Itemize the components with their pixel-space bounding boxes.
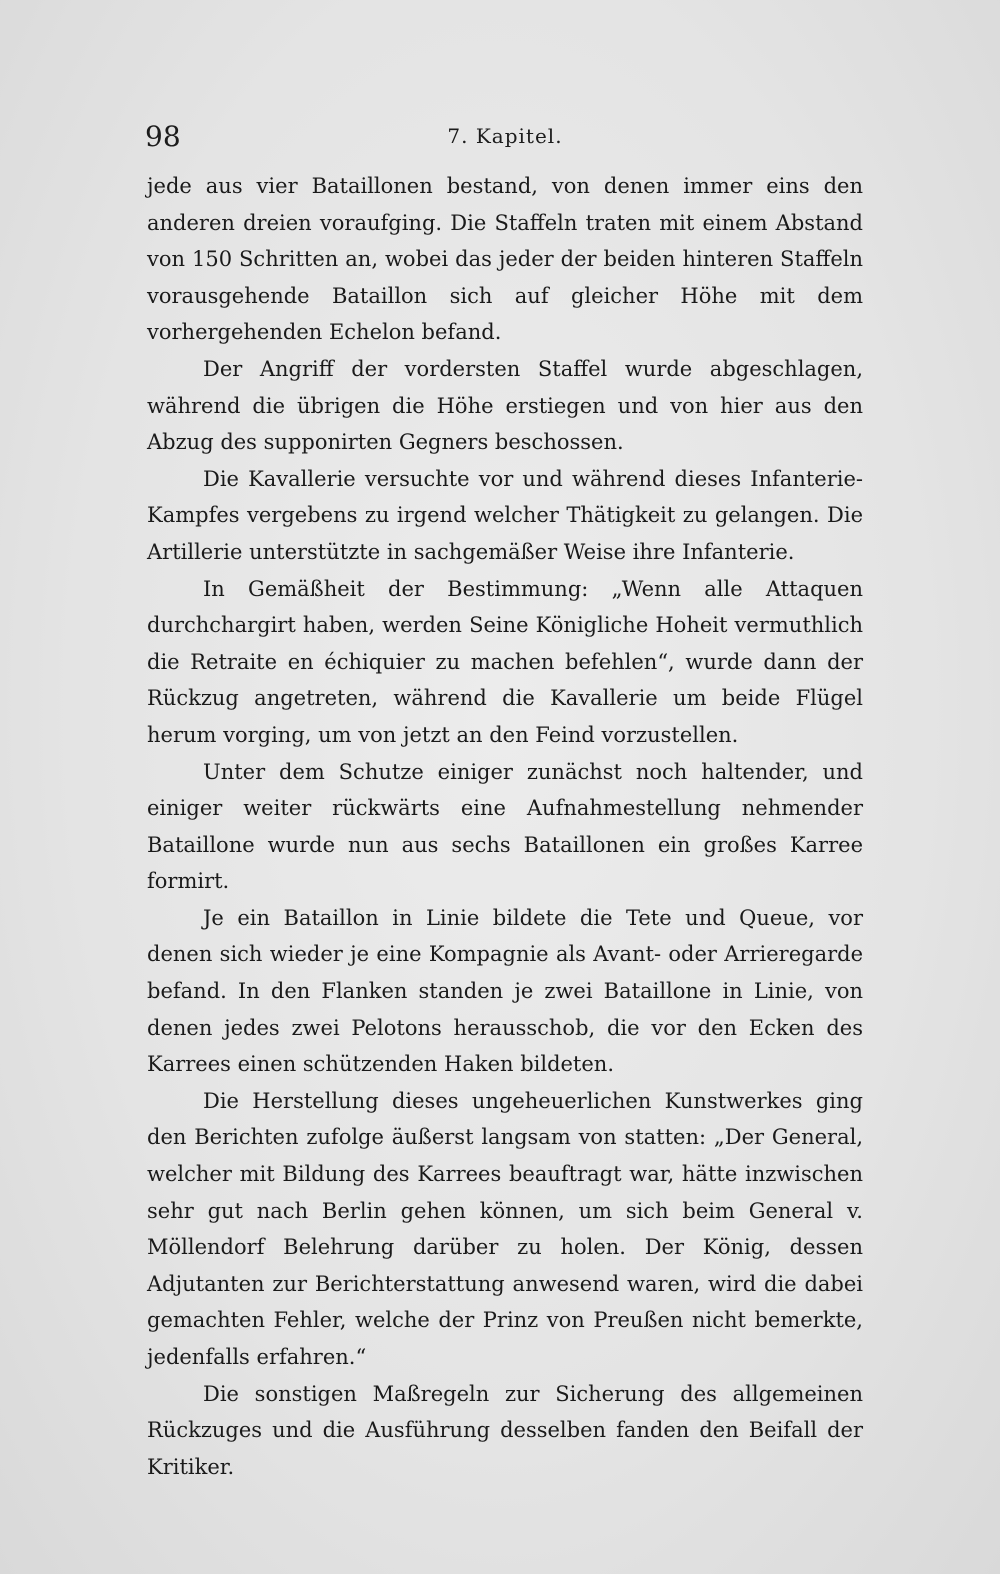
page-number: 98 [145, 120, 181, 153]
paragraph-2: Der Angriff der vordersten Staffel wurde abgeschlagen, während die übrigen die Höhe erstiegen und von hier aus den Abzug des supponirten Gegners beschossen. [147, 356, 863, 455]
paragraph-7: Die Herstellung dieses ungeheuerlichen Kunstwerkes ging den Berichten zufolge äußerst langsam von statten: „Der General, welcher mit Bildung des Karrees beauftragt war, hätte inzwischen sehr gut nach Berlin gehen können, um sich beim General v. Möllendorf Belehrung darüber zu holen. Der König, dessen Adjutanten zur Berichterstattung anwesend waren, wird die dabei gemachten Fehler, welche der Prinz von Preußen nicht bemerkte, jedenfalls erfahren.“ [147, 1088, 863, 1369]
paragraph-5: Unter dem Schutze einiger zunächst noch haltender, und einiger weiter rückwärts eine Aufnahmestellung nehmender Bataillone wurde nun aus sechs Bataillonen ein großes Karree formirt. [147, 759, 863, 894]
body-text [147, 168, 863, 1485]
paragraph-3: Die Kavallerie versuchte vor und während dieses Infanterie-Kampfes vergebens zu irgend welcher Thätigkeit zu gelangen. Die Artillerie unterstützte in sachgemäßer Weise ihre Infanterie. [147, 466, 863, 564]
paragraph-6: Je ein Bataillon in Linie bildete die Tete und Queue, vor denen sich wieder je eine Kompagnie als Avant- oder Arrieregarde befand. In den Flanken standen je zwei Bataillone in Linie, von denen jedes zwei Pelotons herausschob, die vor den Ecken des Karrees einen schützenden Haken bildeten. [147, 905, 863, 1077]
paragraph-4: In Gemäßheit der Bestimmung: „Wenn alle Attaquen durchchargirt haben, werden Seine Königliche Hoheit vermuthlich die Retraite en échiquier zu machen befehlen“, wurde dann der Rückzug angetreten, während die Kavallerie um beide Flügel herum vorging, um von jetzt an den Feind vorzustellen. [147, 576, 863, 747]
paragraph-1: jede aus vier Bataillonen bestand, von denen immer eins den anderen dreien voraufging. Die Staffeln traten mit einem Abstand von 150 Schritten an, wobei das jeder der beiden hinteren Staffeln vorausgehende Bataillon sich auf gleicher Höhe mit dem vorhergehenden Echelon befand. [147, 174, 863, 345]
page-header [145, 120, 865, 160]
paragraph-8: Die sonstigen Maßregeln zur Sicherung des allgemeinen Rückzuges und die Ausführung desselben fanden den Beifall der Kritiker. [147, 1381, 863, 1479]
running-head: 7. Kapitel. [447, 124, 563, 148]
